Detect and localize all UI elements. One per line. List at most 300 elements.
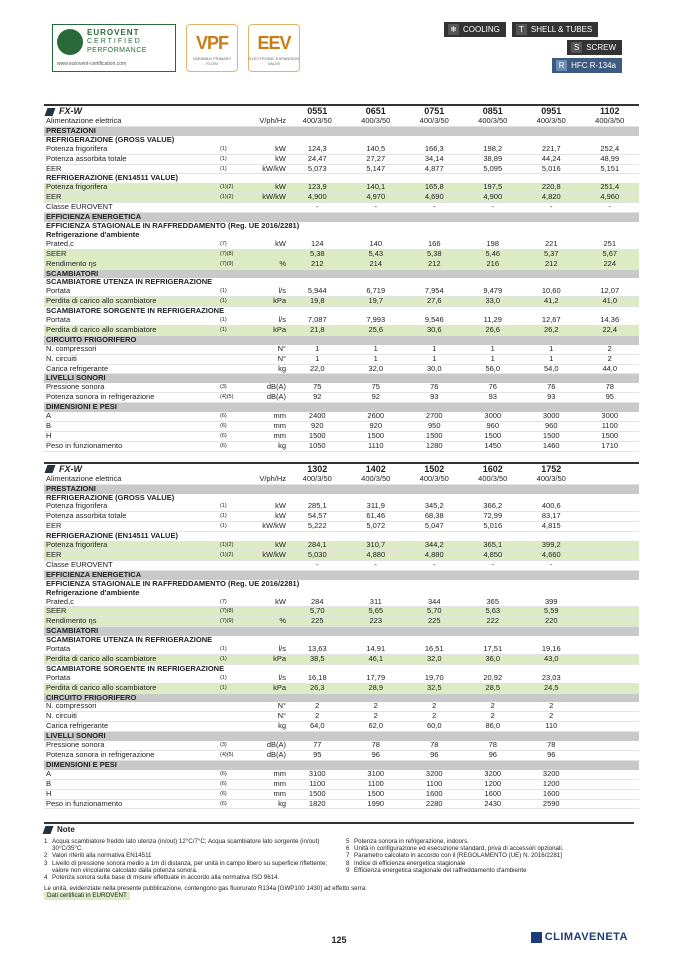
cell-value: 16,51 [405, 645, 464, 654]
row-unit: N° [254, 354, 288, 364]
cell-value: 56,0 [464, 364, 523, 374]
cell-value: 1100 [288, 779, 347, 789]
table-row [44, 412, 639, 421]
cell-value: 1200 [464, 779, 523, 789]
row-note-ref: (1)(2) [218, 541, 254, 550]
row-note-ref: (4)(5) [218, 751, 254, 761]
table-row [44, 751, 639, 761]
row-note-ref: (1) [218, 512, 254, 522]
cell-value: 19,70 [405, 674, 464, 683]
cell-value: 1 [522, 345, 581, 354]
eev-logo [248, 24, 300, 72]
section-marker-icon [45, 108, 56, 116]
cell-value: 96 [464, 751, 523, 761]
cell-value: 7,954 [405, 287, 464, 296]
cell-value: 4,877 [405, 164, 464, 174]
cell-value: - [522, 560, 581, 570]
table-row [44, 316, 639, 325]
table-row [44, 240, 639, 249]
subsection-header [44, 136, 639, 145]
cell-value: 41,0 [581, 297, 640, 307]
cell-value: 1 [347, 354, 406, 364]
cell-value: 32,5 [405, 683, 464, 693]
cell-value: 75 [347, 383, 406, 392]
cell-value: - [288, 560, 347, 570]
row-unit: V/ph/Hz [254, 117, 288, 126]
row-unit: kW [254, 598, 288, 607]
notes-title [44, 822, 634, 834]
cell-value: 1600 [464, 789, 523, 799]
row-note-ref: (6) [218, 441, 254, 451]
row-unit [254, 560, 288, 570]
cell-value: 9,546 [405, 316, 464, 325]
section-header [44, 484, 639, 493]
cell-value: 46,1 [347, 654, 406, 664]
row-label: Perdita di carico allo scambiatore [44, 654, 218, 664]
cell-value: 96 [405, 751, 464, 761]
cell-value: 1500 [464, 431, 523, 441]
cell-value: 17,79 [347, 674, 406, 683]
row-unit: kW/kW [254, 522, 288, 532]
subsection-header [44, 532, 639, 541]
section-header [44, 570, 639, 579]
cell-value: 216 [464, 259, 523, 269]
cell-value: 26,2 [522, 325, 581, 335]
row-label: Potenza frigorifera [44, 541, 218, 550]
eev-subtitle: ELECTRONIC EXPANSION VALVE [249, 56, 299, 66]
row-note-ref: (1) [218, 316, 254, 325]
brand-name: CLIMAVENETA [544, 931, 628, 943]
table-row [44, 598, 639, 607]
cell-value: 22,0 [288, 364, 347, 374]
cell-value: 1100 [581, 422, 640, 432]
cell-value: 2 [464, 702, 523, 711]
row-note-ref: (7) [218, 598, 254, 607]
subsection-header [44, 494, 639, 503]
cell-value: 95 [288, 751, 347, 761]
row-label: Pressione sonora [44, 741, 218, 750]
section-label: DIMENSIONI E PESI [44, 403, 639, 412]
subsection-header [44, 231, 639, 240]
model-code: 1302 [288, 463, 347, 475]
row-label: Perdita di carico allo scambiatore [44, 297, 218, 307]
cell-value [581, 741, 640, 750]
row-note-ref: (1)(2) [218, 193, 254, 203]
series-name [44, 463, 288, 475]
cell-value: 93 [522, 393, 581, 403]
eurovent-badge-icon [57, 29, 83, 55]
section-header [44, 213, 639, 222]
cell-value: 1500 [581, 431, 640, 441]
certified-row [44, 297, 639, 307]
cell-value [581, 702, 640, 711]
section-header [44, 374, 639, 383]
cell-value [581, 722, 640, 732]
table-row [44, 364, 639, 374]
cell-value: 4,660 [522, 550, 581, 560]
row-label: Portata [44, 287, 218, 296]
table-row [44, 645, 639, 654]
cell-value [581, 512, 640, 522]
note-text: Valori riferiti alla normativa EN14511 [52, 852, 152, 860]
row-unit: kg [254, 722, 288, 732]
cell-value: 93 [405, 393, 464, 403]
row-label: SEER [44, 607, 218, 617]
table-row [44, 383, 639, 392]
cell-value: 30,6 [405, 325, 464, 335]
spec-table-2 [44, 462, 639, 810]
cell-value: 4,900 [288, 193, 347, 203]
cell-value: 198,2 [464, 145, 523, 154]
cell-value: 166 [405, 240, 464, 249]
eurovent-line2: CERTIFIED [87, 38, 142, 45]
cell-value: 44,24 [522, 154, 581, 164]
row-unit [254, 607, 288, 617]
cell-value: 43,0 [522, 654, 581, 664]
table-row [44, 422, 639, 432]
row-label: Classe EUROVENT [44, 560, 218, 570]
model-code [581, 463, 640, 475]
series-label: FX-W [59, 106, 82, 116]
row-label: EER [44, 522, 218, 532]
row-note-ref: (1) [218, 654, 254, 664]
cell-value [581, 645, 640, 654]
cell-value [581, 799, 640, 809]
certified-row [44, 607, 639, 617]
row-label: Potenza sonora in refrigerazione [44, 751, 218, 761]
row-unit: kPa [254, 654, 288, 664]
note-item [346, 867, 634, 874]
row-unit: l/s [254, 316, 288, 325]
cell-value: 5,222 [288, 522, 347, 532]
cell-value: 2 [581, 354, 640, 364]
cell-value: 5,030 [288, 550, 347, 560]
row-label: Potenza frigorifera [44, 183, 218, 192]
cell-value: 22,4 [581, 325, 640, 335]
cell-value: 400/3/50 [405, 117, 464, 126]
table-row [44, 770, 639, 779]
model-code: 1602 [464, 463, 523, 475]
row-unit: dB(A) [254, 393, 288, 403]
cell-value: 1 [464, 345, 523, 354]
note-item [44, 838, 332, 852]
cell-value: 1 [464, 354, 523, 364]
cell-value: 62,0 [347, 722, 406, 732]
row-label: H [44, 431, 218, 441]
cell-value: 26,3 [288, 683, 347, 693]
cell-value: 1 [288, 345, 347, 354]
cell-value: 198 [464, 240, 523, 249]
row-label: Portata [44, 674, 218, 683]
section-label: Refrigerazione d'ambiente [46, 588, 140, 597]
cell-value: 16,18 [288, 674, 347, 683]
note-item [346, 852, 634, 859]
row-note-ref [218, 354, 254, 364]
note-number: 3 [44, 859, 48, 867]
cell-value: 1280 [405, 441, 464, 451]
row-note-ref: (6) [218, 789, 254, 799]
cell-value: 400/3/50 [405, 475, 464, 484]
section-header [44, 760, 639, 769]
page-number: 125 [331, 935, 347, 945]
cell-value: 212 [405, 259, 464, 269]
row-note-ref: (1) [218, 154, 254, 164]
cell-value [581, 475, 640, 484]
certified-row [44, 654, 639, 664]
tag-cooling-label: COOLING [463, 25, 500, 34]
cell-value: 225 [288, 617, 347, 627]
table-row [44, 674, 639, 683]
row-note-ref: (6) [218, 412, 254, 421]
cell-value: 32,0 [405, 654, 464, 664]
cell-value: 1500 [347, 789, 406, 799]
cell-value: 7,993 [347, 316, 406, 325]
row-unit: l/s [254, 645, 288, 654]
cell-value: 77 [288, 741, 347, 750]
table-row [44, 203, 639, 213]
cell-value: 2430 [464, 799, 523, 809]
cell-value: 1500 [288, 431, 347, 441]
cell-value: 5,016 [522, 164, 581, 174]
table-row [44, 502, 639, 511]
row-unit: kPa [254, 683, 288, 693]
eurovent-url: www.eurovent-certification.com [57, 61, 127, 67]
cell-value: 78 [581, 383, 640, 392]
cell-value: 5,38 [288, 249, 347, 259]
row-label: Pressione sonora [44, 383, 218, 392]
cell-value: 4,850 [464, 550, 523, 560]
brand-mark-icon [531, 932, 542, 943]
model-code: 0551 [288, 105, 347, 117]
refrigerant-icon: R [556, 60, 567, 71]
cell-value: 78 [347, 741, 406, 750]
certified-row [44, 325, 639, 335]
row-label: Perdita di carico allo scambiatore [44, 683, 218, 693]
row-unit: l/s [254, 674, 288, 683]
cell-value: 1200 [522, 779, 581, 789]
model-header-row [44, 105, 639, 117]
row-unit: mm [254, 779, 288, 789]
cell-value: 4,690 [405, 193, 464, 203]
cell-value: 311 [347, 598, 406, 607]
cell-value [581, 541, 640, 550]
row-note-ref: (6) [218, 770, 254, 779]
note-item [346, 838, 634, 845]
cell-value: 400/3/50 [581, 117, 640, 126]
model-code: 1402 [347, 463, 406, 475]
cell-value: 86,0 [464, 722, 523, 732]
table-row [44, 345, 639, 354]
section-label: SCAMBIATORE SORGENTE IN REFRIGERAZIONE [46, 306, 225, 316]
row-unit: kW/kW [254, 164, 288, 174]
subsection-header [44, 174, 639, 183]
cell-value: 400/3/50 [347, 117, 406, 126]
cell-value: 32,0 [347, 364, 406, 374]
cell-value: 224 [581, 259, 640, 269]
table-row [44, 560, 639, 570]
spec-table-1 [44, 104, 639, 452]
note-item [346, 860, 634, 867]
subsection-header [44, 589, 639, 598]
cell-value: 400,6 [522, 502, 581, 511]
notes-left-column [44, 838, 332, 881]
section-label: EFFICIENZA ENERGETICA [44, 570, 639, 579]
subsection-header [44, 636, 639, 645]
note-number: 9 [346, 866, 350, 874]
table-row [44, 475, 639, 484]
cell-value: 54,57 [288, 512, 347, 522]
certified-row [44, 249, 639, 259]
table-row [44, 712, 639, 722]
cell-value: 5,047 [405, 522, 464, 532]
section-label: CIRCUITO FRIGORIFERO [44, 693, 639, 702]
row-unit: mm [254, 770, 288, 779]
cell-value: 3200 [522, 770, 581, 779]
row-unit: dB(A) [254, 383, 288, 392]
row-label: Potenza sonora in refrigerazione [44, 393, 218, 403]
cell-value: 10,60 [522, 287, 581, 296]
cell-value: 4,900 [464, 193, 523, 203]
cell-value [581, 770, 640, 779]
cell-value: 1500 [405, 431, 464, 441]
row-label: A [44, 770, 218, 779]
cell-value: 344,2 [405, 541, 464, 550]
cell-value: 13,63 [288, 645, 347, 654]
cell-value: 78 [405, 741, 464, 750]
row-unit [254, 249, 288, 259]
row-note-ref [218, 203, 254, 213]
notes-right-column [346, 838, 634, 881]
row-unit: % [254, 617, 288, 627]
cell-value: 24,47 [288, 154, 347, 164]
row-note-ref: (1) [218, 164, 254, 174]
cell-value [581, 674, 640, 683]
cell-value: 220 [522, 617, 581, 627]
section-marker-icon [45, 465, 56, 473]
row-note-ref [218, 117, 254, 126]
row-label: Rendimento ηs [44, 617, 218, 627]
table-row [44, 117, 639, 126]
cell-value: - [464, 560, 523, 570]
row-unit: V/ph/Hz [254, 475, 288, 484]
row-note-ref [218, 560, 254, 570]
row-note-ref: (7)(9) [218, 259, 254, 269]
cell-value: 2 [581, 345, 640, 354]
row-unit: kW [254, 145, 288, 154]
row-label: SEER [44, 249, 218, 259]
cell-value: 64,0 [288, 722, 347, 732]
cell-value: 36,0 [464, 654, 523, 664]
row-label: N. circuiti [44, 354, 218, 364]
screw-icon: S [571, 42, 582, 53]
cell-value: 2 [522, 712, 581, 722]
certified-row [44, 193, 639, 203]
shell-tubes-icon: T [516, 24, 527, 35]
cell-value: 2 [288, 712, 347, 722]
note-number: 2 [44, 852, 48, 860]
cell-value: 1 [288, 354, 347, 364]
cell-value: 3000 [581, 412, 640, 421]
cell-value: 12,67 [522, 316, 581, 325]
row-note-ref: (6) [218, 431, 254, 441]
cell-value [581, 789, 640, 799]
cell-value: 5,63 [464, 607, 523, 617]
brand-logo [531, 931, 628, 943]
row-note-ref: (1) [218, 297, 254, 307]
cell-value: 399 [522, 598, 581, 607]
section-label: SCAMBIATORE UTENZA IN REFRIGERAZIONE [46, 636, 213, 645]
cell-value: - [522, 203, 581, 213]
note-text: Livello di pressione sonora medio a 1m di distanza, per unità in campo libero su superficie riflettente; valore non vincolante calcolato dalla potenza sonora. [52, 859, 328, 874]
row-note-ref: (6) [218, 422, 254, 432]
cell-value [581, 607, 640, 617]
tag-refrigerant-label: HFC R-134a [571, 61, 616, 70]
cell-value: 222 [464, 617, 523, 627]
note-item [44, 874, 332, 881]
section-label: EFFICIENZA STAGIONALE IN RAFFREDDAMENTO (Reg. UE 2016/2281) [46, 579, 300, 588]
model-code: 1502 [405, 463, 464, 475]
row-label: Prated,c [44, 240, 218, 249]
table-row [44, 354, 639, 364]
cell-value: 76 [522, 383, 581, 392]
series-name [44, 105, 288, 117]
row-label: Portata [44, 645, 218, 654]
section-header [44, 335, 639, 344]
cell-value: 78 [522, 741, 581, 750]
section-label: SCAMBIATORI [44, 627, 639, 636]
cell-value: - [405, 203, 464, 213]
row-label: H [44, 789, 218, 799]
row-label: Carica refrigerante [44, 722, 218, 732]
note-text: Potenza sonora sulla base di misure effettuate in accordo alla normativa ISO 9614. [52, 874, 280, 882]
cell-value: 11,29 [464, 316, 523, 325]
cell-value: 1500 [347, 431, 406, 441]
cell-value: 212 [288, 259, 347, 269]
row-label: Potenza assorbita totale [44, 512, 218, 522]
subsection-header [44, 580, 639, 589]
certified-row [44, 541, 639, 550]
table-row [44, 441, 639, 451]
note-number: 5 [346, 838, 350, 845]
row-note-ref: (1)(2) [218, 183, 254, 192]
row-label: Alimentazione elettrica [44, 475, 218, 484]
row-label: N. compressori [44, 345, 218, 354]
cell-value: 2 [347, 712, 406, 722]
cell-value: 3000 [464, 412, 523, 421]
cell-value: 93 [464, 393, 523, 403]
cell-value: 212 [522, 259, 581, 269]
row-note-ref [218, 345, 254, 354]
row-note-ref: (7)(9) [218, 617, 254, 627]
row-unit: kg [254, 799, 288, 809]
cell-value: 124 [288, 240, 347, 249]
cell-value: 399,2 [522, 541, 581, 550]
row-note-ref: (3) [218, 741, 254, 750]
row-label: Peso in funzionamento [44, 441, 218, 451]
cell-value: - [581, 203, 640, 213]
cell-value: 4,820 [522, 193, 581, 203]
row-label: EER [44, 164, 218, 174]
row-unit: mm [254, 412, 288, 421]
tag-screw-label: SCREW [586, 43, 616, 52]
cell-value: 6,719 [347, 287, 406, 296]
cell-value: 95 [581, 393, 640, 403]
section-label: REFRIGERAZIONE (EN14511 VALUE) [46, 531, 178, 541]
cell-value: 2590 [522, 799, 581, 809]
row-note-ref: (1) [218, 674, 254, 683]
cell-value: 1450 [464, 441, 523, 451]
eev-title: EEV [257, 33, 291, 53]
